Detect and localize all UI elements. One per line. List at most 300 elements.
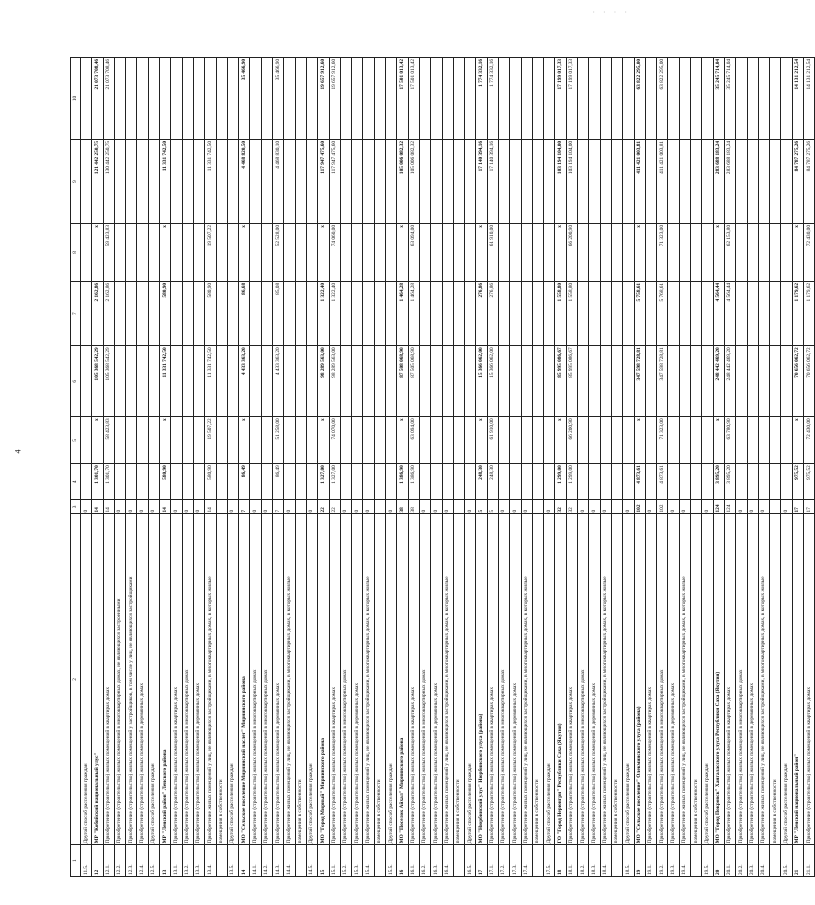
- table-row: [114, 58, 125, 877]
- table-cell: [544, 58, 555, 140]
- table-cell: МО "Город Мирный" Мирнинского района: [318, 514, 329, 845]
- table-cell: [645, 417, 656, 464]
- table-row: [182, 58, 193, 877]
- table-cell: [747, 139, 758, 223]
- table-cell: 1 299,00: [555, 464, 566, 500]
- table-cell: 248 442 469,20: [724, 346, 735, 417]
- table-cell: [645, 281, 656, 345]
- table-cell: 2 162,86: [103, 281, 114, 345]
- table-cell: [306, 224, 317, 282]
- table-cell: [126, 281, 137, 345]
- table-cell: [284, 346, 295, 417]
- table-cell: 15: [318, 845, 329, 877]
- table-cell: [374, 58, 385, 140]
- table-row: [340, 58, 351, 877]
- table-cell: [510, 58, 521, 140]
- table-cell: 0: [442, 500, 453, 514]
- table-row: [770, 58, 781, 877]
- table-cell: 63 094,00: [408, 224, 419, 282]
- table-cell: [578, 346, 589, 417]
- table-cell: 84 787 275,26: [792, 139, 803, 223]
- table-cell: 1 386,90: [408, 464, 419, 500]
- table-cell: x: [318, 417, 329, 464]
- table-cell: 17 140 394,16: [476, 139, 487, 223]
- table-cell: [295, 346, 306, 417]
- table-cell: 20.4.: [758, 845, 769, 877]
- table-cell: [465, 464, 476, 500]
- table-cell: Другой способ расселения граждан: [386, 514, 397, 845]
- table-row: [668, 58, 679, 877]
- table-cell: [623, 281, 634, 345]
- table-cell: 20.3.: [747, 845, 758, 877]
- table-cell: [250, 346, 261, 417]
- table-cell: 17 501 013,42: [397, 58, 408, 140]
- table-cell: 105 368 542,29: [103, 346, 114, 417]
- table-cell: [431, 224, 442, 282]
- table-cell: 12.4.: [137, 845, 148, 877]
- table-cell: [781, 346, 792, 417]
- table-row: [532, 58, 543, 877]
- table-cell: [736, 58, 747, 140]
- table-cell: x: [397, 417, 408, 464]
- table-cell: 1 774 332,16: [487, 58, 498, 140]
- table-cell: 3 895,20: [724, 464, 735, 500]
- table-cell: 19.4.: [679, 845, 690, 877]
- table-row: [386, 58, 397, 877]
- table-cell: [340, 346, 351, 417]
- table-cell: [747, 346, 758, 417]
- table-cell: [114, 346, 125, 417]
- table-cell: [510, 224, 521, 282]
- table-cell: [81, 417, 92, 464]
- table-cell: 0: [171, 500, 182, 514]
- table-cell: [182, 224, 193, 282]
- table-cell: [498, 58, 509, 140]
- table-cell: 21 073 708,46: [92, 58, 103, 140]
- table-cell: [374, 417, 385, 464]
- table-cell: 248,30: [476, 464, 487, 500]
- table-cell: 61 910,00: [487, 224, 498, 282]
- table-cell: 1 179,62: [792, 281, 803, 345]
- table-cell: [205, 58, 216, 140]
- table-cell: [442, 464, 453, 500]
- table-cell: 13.2.: [182, 845, 193, 877]
- table-cell: 61 910,00: [487, 417, 498, 464]
- table-cell: 14: [92, 500, 103, 514]
- scan-artifact-dots: · · · ·: [592, 8, 630, 17]
- table-cell: x: [92, 417, 103, 464]
- table-cell: [374, 224, 385, 282]
- table-cell: [386, 281, 397, 345]
- table-cell: [81, 139, 92, 223]
- table-cell: [148, 139, 159, 223]
- header-cell: 8: [71, 224, 81, 282]
- table-cell: [295, 139, 306, 223]
- table-cell: 0: [386, 500, 397, 514]
- table-cell: 580,90: [160, 464, 171, 500]
- table-cell: 84 787 275,26: [804, 139, 815, 223]
- table-row: [397, 58, 408, 877]
- table-cell: 0: [261, 500, 272, 514]
- table-cell: 0: [510, 500, 521, 514]
- table-cell: [702, 58, 713, 140]
- table-cell: помещения в собственности: [532, 514, 543, 845]
- table-row: [216, 58, 227, 877]
- table-cell: 17 199 017,33: [555, 58, 566, 140]
- table-cell: [81, 281, 92, 345]
- table-cell: Приобретение (строительство) жилых помещений в квартирах домах: [329, 514, 340, 845]
- table-cell: [261, 281, 272, 345]
- table-cell: [431, 464, 442, 500]
- table-cell: Приобретение (строительство) жилых помещений в квартирах домах: [566, 514, 577, 845]
- table-cell: [193, 464, 204, 500]
- table-cell: 20.2.: [736, 845, 747, 877]
- header-cell: 4: [71, 464, 81, 500]
- table-cell: [770, 417, 781, 464]
- table-cell: 72 430,00: [804, 417, 815, 464]
- table-cell: 0: [578, 500, 589, 514]
- table-row: [352, 58, 363, 877]
- table-cell: 0: [363, 500, 374, 514]
- table-cell: [691, 500, 702, 514]
- table-cell: [182, 281, 193, 345]
- header-cell: 1: [71, 845, 81, 877]
- table-row: [408, 58, 419, 877]
- table-cell: [498, 224, 509, 282]
- table-cell: [182, 346, 193, 417]
- table-cell: [442, 224, 453, 282]
- table-cell: 14: [205, 500, 216, 514]
- table-cell: [216, 58, 227, 140]
- table-cell: [702, 346, 713, 417]
- table-cell: [623, 58, 634, 140]
- table-cell: [544, 417, 555, 464]
- table-cell: Другой способ расселения граждан: [702, 514, 713, 845]
- table-cell: 580,90: [205, 464, 216, 500]
- table-cell: [126, 417, 137, 464]
- table-cell: 19.1.: [645, 845, 656, 877]
- table-cell: [589, 464, 600, 500]
- table-cell: [623, 417, 634, 464]
- table-cell: 0: [284, 500, 295, 514]
- table-row: [498, 58, 509, 877]
- table-cell: 14.3.: [273, 845, 284, 877]
- table-cell: [216, 464, 227, 500]
- table-cell: 5 758,61: [634, 281, 645, 345]
- table-cell: 117 947 475,60: [329, 139, 340, 223]
- table-cell: [352, 224, 363, 282]
- table-cell: МР "Ленский национальный район": [792, 514, 803, 845]
- table-cell: 86,49: [239, 464, 250, 500]
- table-cell: 0: [182, 500, 193, 514]
- table-cell: Приобретение (строительство) жилых помещений в многоквартирных домах: [498, 514, 509, 845]
- table-cell: Приобретение (строительство) жилых помещений в деревянных домах: [193, 514, 204, 845]
- table-cell: [600, 139, 611, 223]
- table-cell: Другой способ расселения граждан: [81, 514, 92, 845]
- table-cell: [453, 224, 464, 282]
- table-cell: [386, 224, 397, 282]
- table-row: [566, 58, 577, 877]
- table-cell: [781, 58, 792, 140]
- table-cell: [193, 139, 204, 223]
- table-cell: 0: [544, 500, 555, 514]
- table-cell: [340, 281, 351, 345]
- table-cell: [442, 346, 453, 417]
- table-cell: [668, 281, 679, 345]
- table-row: [476, 58, 487, 877]
- table-cell: [532, 346, 543, 417]
- table-cell: [668, 417, 679, 464]
- table-cell: [453, 500, 464, 514]
- table-cell: Приобретение (строительство) жилых помещений в многоквартирных домах: [261, 514, 272, 845]
- table-cell: 0: [340, 500, 351, 514]
- table-cell: 0: [352, 500, 363, 514]
- table-cell: [306, 417, 317, 464]
- table-cell: [250, 281, 261, 345]
- header-cell: 10: [71, 58, 81, 140]
- table-cell: 580,90: [205, 281, 216, 345]
- table-cell: 19 657 912,60: [318, 58, 329, 140]
- table-cell: x: [476, 417, 487, 464]
- table-cell: 0: [668, 500, 679, 514]
- table-cell: [702, 224, 713, 282]
- table-cell: 21.1.: [804, 845, 815, 877]
- table-cell: 0: [498, 500, 509, 514]
- table-cell: [171, 58, 182, 140]
- table-cell: [623, 464, 634, 500]
- table-cell: x: [397, 224, 408, 282]
- table-cell: 18.4.: [600, 845, 611, 877]
- table-cell: помещения в собственности: [295, 514, 306, 845]
- table-body: [71, 58, 815, 877]
- table-cell: [306, 464, 317, 500]
- table-cell: 0: [126, 500, 137, 514]
- table-cell: 1 327,00: [329, 464, 340, 500]
- table-cell: x: [239, 417, 250, 464]
- table-cell: 35 466,90: [273, 58, 284, 140]
- table-cell: 14.4.: [284, 845, 295, 877]
- housing-resettlement-table: [70, 57, 815, 877]
- table-cell: [510, 139, 521, 223]
- table-cell: [306, 139, 317, 223]
- table-cell: [758, 58, 769, 140]
- table-cell: [182, 417, 193, 464]
- table-cell: 98 289 563,00: [318, 346, 329, 417]
- table-cell: x: [318, 224, 329, 282]
- table-cell: [374, 500, 385, 514]
- table-cell: 102: [657, 500, 668, 514]
- table-cell: [431, 139, 442, 223]
- table-cell: 0: [600, 500, 611, 514]
- table-cell: ГО "Город Нерюнгри" Республики Саха (Якутия): [555, 514, 566, 845]
- table-cell: Приобретение (строительство) жилых помещений в многоквартирных домах: [419, 514, 430, 845]
- table-row: [103, 58, 114, 877]
- table-cell: 5: [487, 500, 498, 514]
- table-cell: 98 289 563,00: [329, 346, 340, 417]
- table-cell: 63 822 295,00: [634, 58, 645, 140]
- table-cell: 124: [724, 500, 735, 514]
- table-cell: [374, 845, 385, 877]
- table-cell: [679, 139, 690, 223]
- table-cell: 347 598 728,81: [657, 346, 668, 417]
- table-cell: помещения в собственности: [611, 514, 622, 845]
- table-cell: [532, 500, 543, 514]
- table-row: [239, 58, 250, 877]
- table-cell: 4 873,61: [657, 464, 668, 500]
- table-row: [227, 58, 238, 877]
- table-cell: [419, 417, 430, 464]
- table-row: [792, 58, 803, 877]
- table-cell: [611, 346, 622, 417]
- table-cell: 102: [634, 500, 645, 514]
- table-cell: 11 331 742,50: [160, 139, 171, 223]
- table-cell: [386, 417, 397, 464]
- table-cell: x: [634, 417, 645, 464]
- table-cell: [284, 281, 295, 345]
- table-cell: [521, 417, 532, 464]
- table-cell: 17: [804, 500, 815, 514]
- table-cell: 411 421 003,81: [657, 139, 668, 223]
- table-cell: [611, 500, 622, 514]
- table-row: [205, 58, 216, 877]
- table-cell: 14: [239, 845, 250, 877]
- table-cell: [465, 58, 476, 140]
- header-cell: 7: [71, 281, 81, 345]
- table-cell: 248 442 469,20: [713, 346, 724, 417]
- table-cell: 0: [148, 500, 159, 514]
- table-cell: 0: [589, 500, 600, 514]
- table-cell: [736, 224, 747, 282]
- table-cell: [589, 139, 600, 223]
- table-row: [758, 58, 769, 877]
- table-cell: Другой способ расселения граждан: [465, 514, 476, 845]
- table-cell: [589, 281, 600, 345]
- table-cell: [261, 139, 272, 223]
- table-cell: [352, 281, 363, 345]
- table-cell: 117 947 475,60: [318, 139, 329, 223]
- table-cell: [137, 346, 148, 417]
- table-cell: [611, 464, 622, 500]
- table-cell: [182, 139, 193, 223]
- table-row: [92, 58, 103, 877]
- table-cell: [386, 346, 397, 417]
- table-cell: [578, 464, 589, 500]
- table-cell: 19 507,22: [205, 417, 216, 464]
- table-cell: [374, 346, 385, 417]
- table-row: [611, 58, 622, 877]
- table-cell: 0: [747, 500, 758, 514]
- table-cell: 105 006 082,32: [408, 139, 419, 223]
- table-cell: 4 433 363,20: [239, 346, 250, 417]
- table-cell: Приобретение (строительство) жилых помещений в деревянных домах: [273, 514, 284, 845]
- table-cell: 1 322,40: [318, 281, 329, 345]
- table-cell: 19 657 912,60: [329, 58, 340, 140]
- table-cell: Другой способ расселения граждан: [623, 514, 634, 845]
- table-cell: [521, 464, 532, 500]
- table-cell: [770, 845, 781, 877]
- header-cell: 3: [71, 500, 81, 514]
- table-cell: 19.5.: [702, 845, 713, 877]
- table-cell: [419, 464, 430, 500]
- table-cell: Приобретение (строительство) жилых помещений в квартирах домах: [103, 514, 114, 845]
- table-cell: [374, 464, 385, 500]
- table-cell: [250, 464, 261, 500]
- table-cell: 276,86: [487, 281, 498, 345]
- table-row: [273, 58, 284, 877]
- table-cell: 1 386,90: [397, 464, 408, 500]
- table-cell: 103 194 104,00: [566, 139, 577, 223]
- table-cell: [453, 58, 464, 140]
- table-cell: x: [792, 224, 803, 282]
- table-cell: 17: [792, 500, 803, 514]
- table-cell: [352, 417, 363, 464]
- table-row: [510, 58, 521, 877]
- table-cell: 11.5.: [81, 845, 92, 877]
- table-cell: [227, 417, 238, 464]
- table-cell: 16.5.: [465, 845, 476, 877]
- table-cell: [521, 139, 532, 223]
- table-cell: [770, 346, 781, 417]
- table-cell: 19.3.: [668, 845, 679, 877]
- table-cell: 5 768,61: [657, 281, 668, 345]
- table-cell: [216, 346, 227, 417]
- table-cell: 13: [160, 845, 171, 877]
- table-cell: [171, 139, 182, 223]
- table-cell: [702, 139, 713, 223]
- table-cell: [758, 346, 769, 417]
- table-cell: [352, 58, 363, 140]
- table-cell: 66 200,90: [566, 417, 577, 464]
- table-cell: [419, 58, 430, 140]
- table-cell: МР "Ленский район" Ленского района: [160, 514, 171, 845]
- table-cell: [611, 417, 622, 464]
- table-cell: 14.5.: [306, 845, 317, 877]
- table-cell: МО "Сельское поселение Мирнинский наслег" Мирнинского района: [239, 514, 250, 845]
- table-cell: x: [476, 224, 487, 282]
- table-cell: Другой способ расселения граждан: [148, 514, 159, 845]
- table-cell: 4 468 830,10: [273, 139, 284, 223]
- table-cell: [442, 417, 453, 464]
- table-cell: [227, 346, 238, 417]
- table-cell: Приобретение (строительство) жилых помещений в квартирах домах: [645, 514, 656, 845]
- table-cell: 51 258,00: [273, 417, 284, 464]
- header-cell: 9: [71, 139, 81, 223]
- table-cell: 0: [431, 500, 442, 514]
- table-cell: [691, 464, 702, 500]
- table-row: [679, 58, 690, 877]
- table-cell: [532, 224, 543, 282]
- table-row: [295, 58, 306, 877]
- table-cell: 18.3.: [589, 845, 600, 877]
- table-row: [329, 58, 340, 877]
- table-row: [137, 58, 148, 877]
- table-row: [623, 58, 634, 877]
- table-cell: 5: [476, 500, 487, 514]
- table-cell: [148, 464, 159, 500]
- table-cell: [623, 224, 634, 282]
- table-cell: 15 366 062,00: [487, 346, 498, 417]
- table-cell: [419, 139, 430, 223]
- table-cell: [352, 139, 363, 223]
- table-cell: 13.5.: [227, 845, 238, 877]
- table-cell: Приобретение (строительство) жилых помещений в многоквартирных домах: [340, 514, 351, 845]
- table-cell: [770, 281, 781, 345]
- table-row: [363, 58, 374, 877]
- table-cell: Приобретение (строительство) жилых помещений у застройщиков, в том числе у лиц, не являющихся застройщиками: [126, 514, 137, 845]
- table-cell: [431, 417, 442, 464]
- table-cell: [340, 139, 351, 223]
- table-cell: 975,52: [792, 464, 803, 500]
